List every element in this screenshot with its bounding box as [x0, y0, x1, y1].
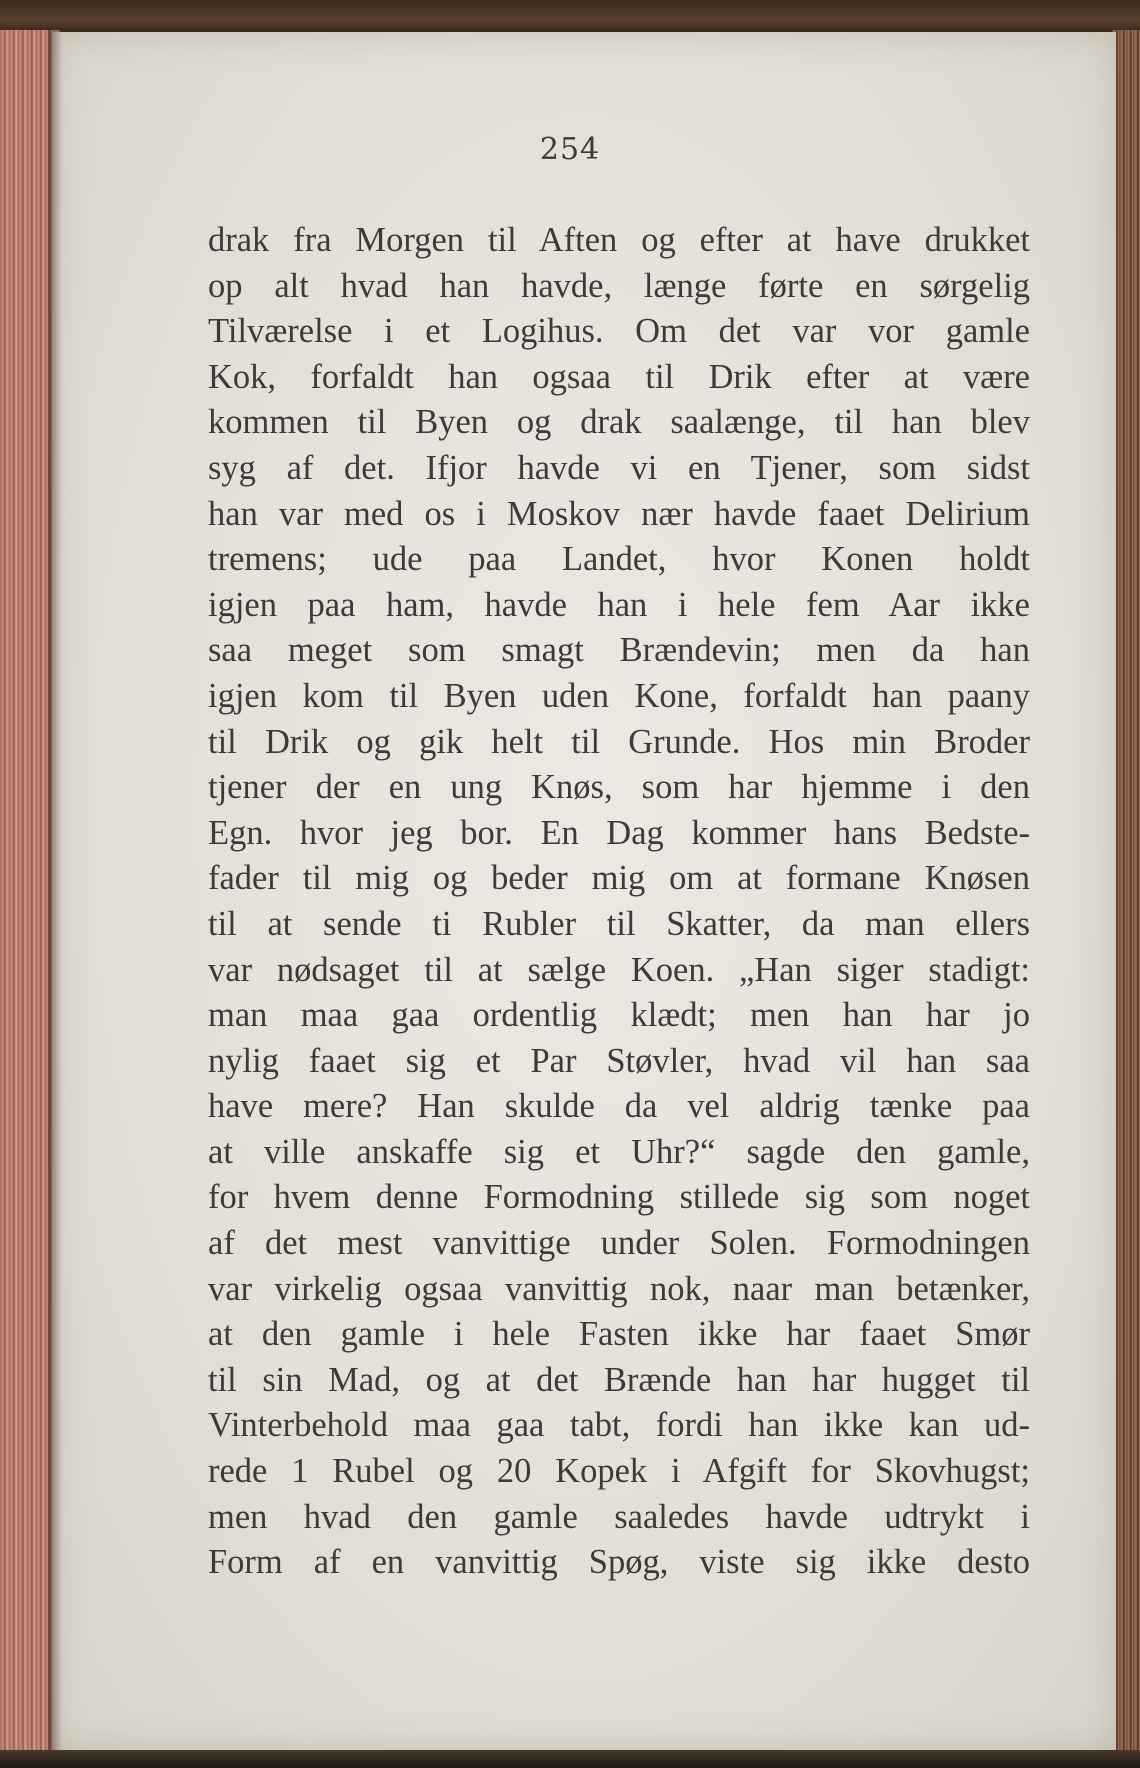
- text-line: til Drik og gik helt til Grunde. Hos min Broder: [208, 722, 1030, 761]
- text-line: igjen paa ham, havde han i hele fem Aar ikke: [208, 585, 1030, 624]
- text-line: nylig faaet sig et Par Støvler, hvad vil han saa: [208, 1041, 1030, 1080]
- text-line: Kok, forfaldt han ogsaa til Drik efter at være: [208, 357, 1030, 396]
- text-line: tjener der en ung Knøs, som har hjemme i den: [208, 768, 1030, 807]
- text-line: Form af en vanvittig Spøg, viste sig ikke desto: [208, 1543, 1030, 1582]
- gutter-shadow: [48, 30, 62, 1768]
- text-line: igjen kom til Byen uden Kone, forfaldt han paany: [208, 676, 1030, 715]
- text-line: han var med os i Moskov nær havde faaet Delirium: [208, 494, 1030, 533]
- book-top-edge: [0, 0, 1140, 36]
- right-page-stack: [1112, 30, 1140, 1768]
- text-line: til sin Mad, og at det Brænde han har hugget til: [208, 1360, 1030, 1399]
- text-line: drak fra Morgen til Aften og efter at have drukket: [208, 221, 1030, 259]
- text-line: for hvem denne Formodning stillede sig som noget: [208, 1178, 1030, 1217]
- text-line: tremens; ude paa Landet, hvor Konen holdt: [208, 540, 1030, 579]
- text-line: kommen til Byen og drak saalænge, til han blev: [208, 403, 1030, 442]
- text-line: fader til mig og beder mig om at formane Knøsen: [208, 859, 1030, 898]
- text-line: rede 1 Rubel og 20 Kopek i Afgift for Skovhugst;: [208, 1452, 1030, 1491]
- text-line: af det mest vanvittige under Solen. Formodningen: [208, 1224, 1030, 1263]
- book-bottom-edge: [0, 1750, 1140, 1768]
- text-line: syg af det. Ifjor havde vi en Tjener, som sidst: [208, 448, 1030, 487]
- text-line: Tilværelse i et Logihus. Om det var vor gamle: [208, 312, 1030, 351]
- page-number: 254: [539, 132, 601, 167]
- text-line: at den gamle i hele Fasten ikke har faaet Smør: [208, 1315, 1030, 1354]
- text-line: Egn. hvor jeg bor. En Dag kommer hans Bedste-: [208, 813, 1030, 852]
- text-line: have mere? Han skulde da vel aldrig tænke paa: [208, 1087, 1030, 1126]
- text-line: men hvad den gamle saaledes havde udtrykt i: [208, 1497, 1030, 1536]
- text-line: op alt hvad han havde, længe førte en sørgelig: [208, 266, 1030, 305]
- text-line: man maa gaa ordentlig klædt; men han har jo: [208, 996, 1030, 1035]
- text-line: var nødsaget til at sælge Koen. „Han siger stadigt:: [208, 950, 1030, 989]
- text-line: at ville anskaffe sig et Uhr?“ sagde den gamle,: [208, 1132, 1030, 1171]
- text-line: Vinterbehold maa gaa tabt, fordi han ikke kan ud-: [208, 1406, 1030, 1445]
- body-text: [208, 218, 1030, 1586]
- text-line: var virkelig ogsaa vanvittig nok, naar man betænker,: [208, 1269, 1030, 1308]
- text-line: til at sende ti Rubler til Skatter, da man ellers: [208, 904, 1030, 943]
- text-line: saa meget som smagt Brændevin; men da han: [208, 631, 1030, 670]
